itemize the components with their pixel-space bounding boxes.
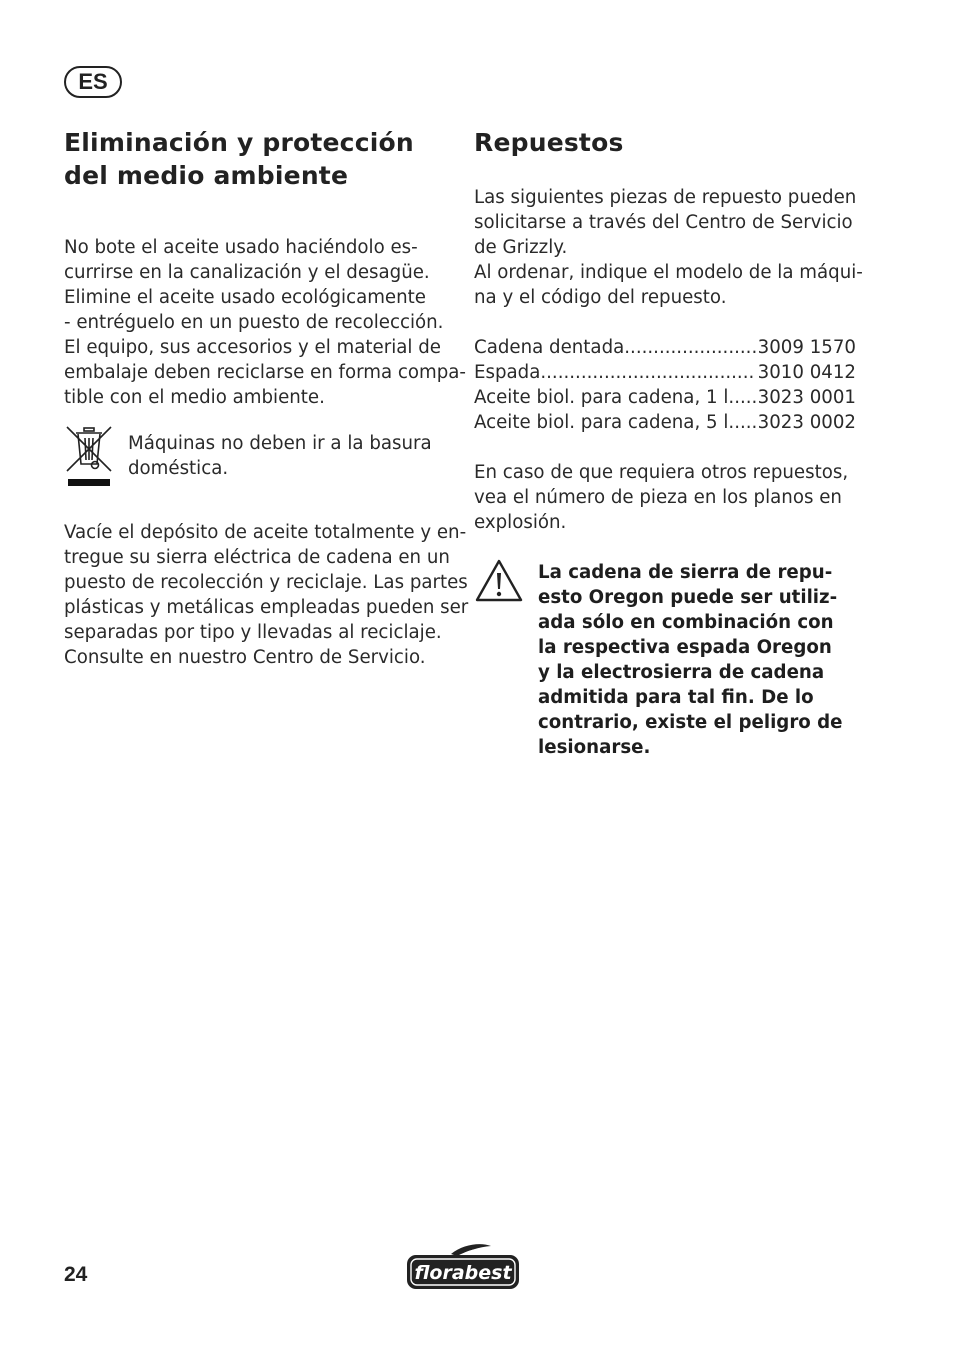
list-item	[474, 360, 856, 385]
spare-parts-intro	[474, 185, 869, 310]
disposal-paragraph-recycling	[64, 520, 469, 670]
dot-leader	[624, 335, 755, 360]
text-line: puesto de recolección y reciclaje. Las partes	[64, 572, 468, 593]
text-line: na y el código del repuesto.	[474, 287, 727, 308]
text-line: El equipo, sus accesorios y el material de	[64, 337, 441, 358]
disposal-title-line: del medio ambiente	[64, 161, 349, 190]
florabest-logo	[405, 1242, 521, 1292]
text-line: Vacíe el depósito de aceite totalmente y en-	[64, 522, 467, 543]
part-name: Aceite biol. para cadena, 5 l.	[474, 412, 735, 433]
disposal-paragraph-oil	[64, 235, 466, 410]
text-line: de Grizzly.	[474, 237, 568, 258]
text-line: embalaje deben reciclarse en forma compa-	[64, 362, 466, 383]
text-line: lesionarse.	[538, 737, 651, 758]
list-item	[474, 335, 856, 360]
text-line: solicitarse a través del Centro de Servicio	[474, 212, 853, 233]
dot-leader	[540, 360, 755, 385]
text-line: - entréguelo en un puesto de recolección.	[64, 312, 444, 333]
text-line: Máquinas no deben ir a la basura	[128, 433, 432, 454]
crossed-out-wheelie-bin-icon	[64, 424, 116, 488]
text-line: Al ordenar, indique el modelo de la máqui-	[474, 262, 863, 283]
page-number: 24	[64, 1263, 88, 1286]
text-line: La cadena de sierra de repu-	[538, 562, 833, 583]
text-line: tregue su sierra eléctrica de cadena en un	[64, 547, 450, 568]
text-line: y la electrosierra de cadena	[538, 662, 825, 683]
warning-triangle-icon	[474, 557, 524, 605]
text-line: Consulte en nuestro Centro de Servicio.	[64, 647, 426, 668]
text-line: En caso de que requiera otros repuestos,	[474, 462, 849, 483]
part-code: 3009 1570	[757, 337, 856, 358]
dot-leader	[734, 410, 755, 435]
logo-text: florabest	[414, 1262, 512, 1284]
text-line: No bote el aceite usado haciéndolo es-	[64, 237, 418, 258]
part-code: 3010 0412	[757, 362, 856, 383]
part-name: Aceite biol. para cadena, 1 l.	[474, 387, 735, 408]
part-name: Espada	[474, 362, 541, 383]
disposal-title-line: Eliminación y protección	[64, 128, 414, 157]
text-line: Las siguientes piezas de repuesto pueden	[474, 187, 857, 208]
warning-notice	[474, 560, 869, 760]
text-line: Elimine el aceite usado ecológicamente	[64, 287, 426, 308]
text-line: vea el número de pieza en los planos en	[474, 487, 842, 508]
weee-notice	[64, 424, 454, 499]
list-item	[474, 410, 856, 435]
part-name: Cadena dentada	[474, 337, 625, 358]
warning-text	[538, 560, 869, 760]
text-line: esto Oregon puede ser utiliz-	[538, 587, 838, 608]
text-line: separadas por tipo y llevadas al reciclaje.	[64, 622, 442, 643]
text-line: plásticas y metálicas empleadas pueden ser	[64, 597, 469, 618]
disposal-title	[64, 126, 454, 192]
text-line: ada sólo en combinación con	[538, 612, 834, 633]
part-code: 3023 0001	[757, 387, 856, 408]
spare-parts-title-text: Repuestos	[474, 128, 624, 157]
text-line: doméstica.	[128, 458, 229, 479]
spare-parts-list	[474, 335, 856, 435]
spare-parts-section	[474, 126, 869, 760]
text-line: admitida para tal fin. De lo	[538, 687, 814, 708]
spare-parts-title	[474, 126, 869, 159]
text-line: contrario, existe el peligro de	[538, 712, 843, 733]
text-line: la respectiva espada Oregon	[538, 637, 832, 658]
text-line: explosión.	[474, 512, 567, 533]
list-item	[474, 385, 856, 410]
weee-text	[128, 431, 432, 481]
disposal-section	[64, 126, 469, 670]
text-line: currirse en la canalización y el desagüe.	[64, 262, 430, 283]
text-line: tible con el medio ambiente.	[64, 387, 325, 408]
dot-leader	[734, 385, 755, 410]
language-badge: ES	[64, 66, 122, 98]
spare-parts-other	[474, 460, 869, 535]
part-code: 3023 0002	[757, 412, 856, 433]
